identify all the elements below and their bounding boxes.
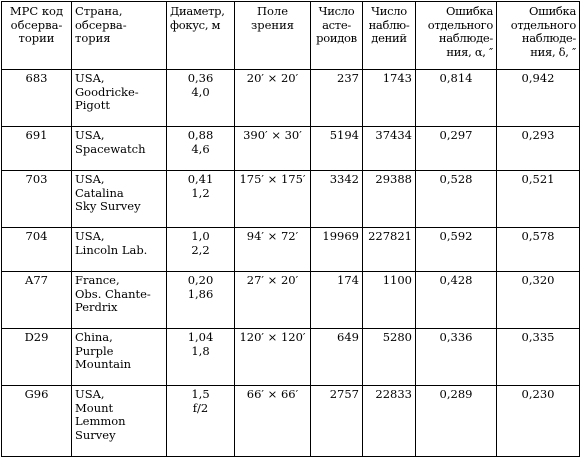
cell-error-ra: 0,428	[416, 272, 497, 329]
cell-site: USA, Lincoln Lab.	[72, 228, 167, 272]
cell-code: 703	[2, 171, 72, 228]
header-country-observatory: Страна, обсерва- тория	[72, 2, 167, 70]
cell-optics: 0,41 1,2	[167, 171, 235, 228]
cell-site: France, Obs. Chante- Perdrix	[72, 272, 167, 329]
cell-site: USA, Goodricke- Pigott	[72, 70, 167, 127]
table-row	[2, 127, 580, 171]
header-error-ra: Ошибка отдельного наблюде- ния, α, ″	[416, 2, 497, 70]
cell-asteroids: 2757	[311, 386, 363, 457]
cell-observations: 227821	[363, 228, 416, 272]
cell-field: 94′ × 72′	[235, 228, 311, 272]
cell-observations: 1743	[363, 70, 416, 127]
cell-error-ra: 0,814	[416, 70, 497, 127]
cell-optics: 1,0 2,2	[167, 228, 235, 272]
cell-error-dec: 0,320	[497, 272, 580, 329]
cell-observations: 1100	[363, 272, 416, 329]
cell-optics: 1,04 1,8	[167, 329, 235, 386]
table-row	[2, 386, 580, 457]
cell-optics: 0,20 1,86	[167, 272, 235, 329]
cell-observations: 29388	[363, 171, 416, 228]
cell-field: 20′ × 20′	[235, 70, 311, 127]
header-diameter-focus: Диаметр, фокус, м	[167, 2, 235, 70]
cell-site: USA, Catalina Sky Survey	[72, 171, 167, 228]
cell-asteroids: 174	[311, 272, 363, 329]
header-mpc-code: MPC код обсерва- тории	[2, 2, 72, 70]
cell-optics: 0,36 4,0	[167, 70, 235, 127]
table-row	[2, 228, 580, 272]
cell-observations: 37434	[363, 127, 416, 171]
table-row	[2, 329, 580, 386]
cell-error-ra: 0,336	[416, 329, 497, 386]
header-asteroid-count: Число асте- роидов	[311, 2, 363, 70]
cell-error-dec: 0,293	[497, 127, 580, 171]
cell-asteroids: 19969	[311, 228, 363, 272]
cell-asteroids: 237	[311, 70, 363, 127]
cell-field: 120′ × 120′	[235, 329, 311, 386]
header-field-of-view: Поле зрения	[235, 2, 311, 70]
cell-site: China, Purple Mountain	[72, 329, 167, 386]
cell-error-dec: 0,230	[497, 386, 580, 457]
cell-error-dec: 0,578	[497, 228, 580, 272]
cell-code: D29	[2, 329, 72, 386]
cell-asteroids: 5194	[311, 127, 363, 171]
cell-asteroids: 3342	[311, 171, 363, 228]
cell-error-dec: 0,942	[497, 70, 580, 127]
cell-code: G96	[2, 386, 72, 457]
cell-field: 27′ × 20′	[235, 272, 311, 329]
cell-optics: 0,88 4,6	[167, 127, 235, 171]
cell-field: 390′ × 30′	[235, 127, 311, 171]
cell-code: A77	[2, 272, 72, 329]
cell-error-ra: 0,297	[416, 127, 497, 171]
cell-field: 175′ × 175′	[235, 171, 311, 228]
cell-observations: 5280	[363, 329, 416, 386]
cell-observations: 22833	[363, 386, 416, 457]
header-observation-count: Число наблю- дений	[363, 2, 416, 70]
header-error-dec: Ошибка отдельного наблюде- ния, δ, ″	[497, 2, 580, 70]
observatory-table	[1, 1, 580, 457]
cell-error-ra: 0,592	[416, 228, 497, 272]
cell-code: 691	[2, 127, 72, 171]
cell-site: USA, Spacewatch	[72, 127, 167, 171]
table-row	[2, 272, 580, 329]
cell-asteroids: 649	[311, 329, 363, 386]
cell-site: USA, Mount Lemmon Survey	[72, 386, 167, 457]
cell-error-dec: 0,335	[497, 329, 580, 386]
cell-optics: 1,5 f/2	[167, 386, 235, 457]
cell-error-ra: 0,528	[416, 171, 497, 228]
cell-code: 683	[2, 70, 72, 127]
table-row	[2, 70, 580, 127]
cell-code: 704	[2, 228, 72, 272]
table-row	[2, 171, 580, 228]
cell-field: 66′ × 66′	[235, 386, 311, 457]
cell-error-dec: 0,521	[497, 171, 580, 228]
cell-error-ra: 0,289	[416, 386, 497, 457]
header-row	[2, 2, 580, 70]
